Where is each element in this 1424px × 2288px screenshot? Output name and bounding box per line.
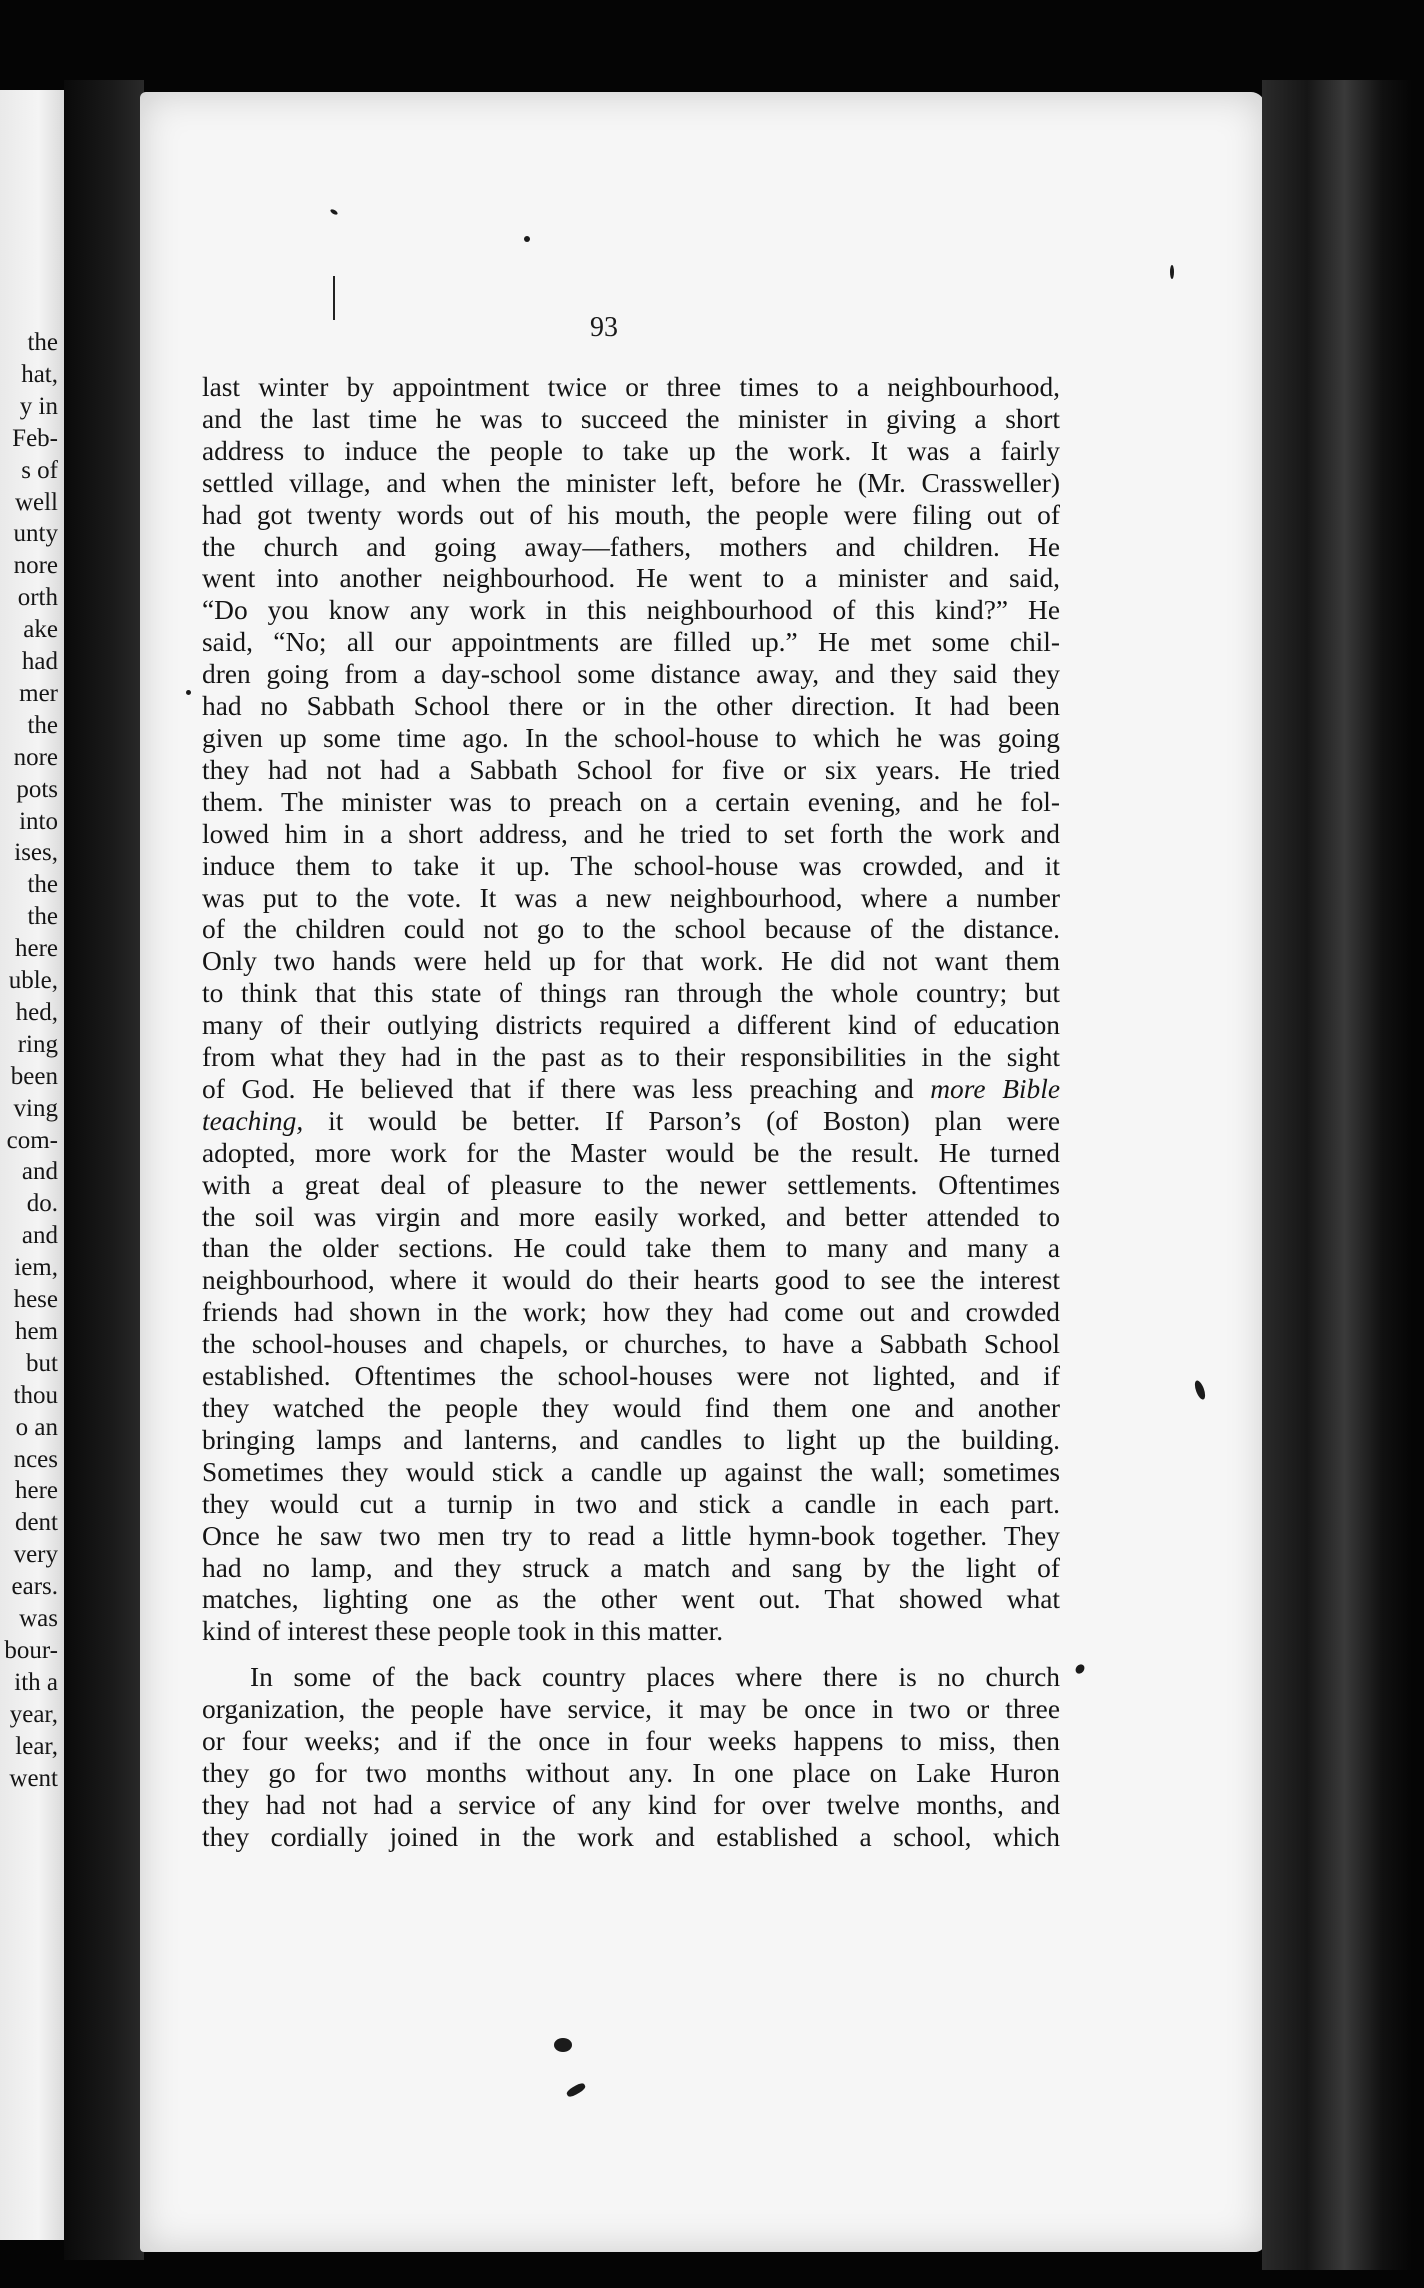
margin-fragment-line: was (19, 1605, 58, 1632)
margin-fragment-line: ises, (14, 839, 58, 867)
margin-fragment-line: orth (17, 584, 58, 612)
text-line: they cordially joined in the work and established a school, which (202, 1821, 1060, 1852)
margin-fragment-line: hese (13, 1286, 58, 1313)
text-line: Sometimes they would stick a candle up against the wall; sometimes (202, 1456, 1060, 1487)
text-line: In some of the back country places where there is no church (250, 1662, 1060, 1693)
scan-speck (1170, 265, 1174, 279)
text-line: organization, the people have service, it may be once in two or three (202, 1694, 1060, 1725)
text-line: dren going from a day-school some distance away, and they said they (202, 659, 1060, 690)
scan-speck (554, 2038, 572, 2052)
previous-page-fragment (0, 90, 64, 2240)
text-line: they had not had a Sabbath School for five or six years. He tried (202, 754, 1060, 785)
text-line: adopted, more work for the Master would be the result. He turned (202, 1137, 1060, 1168)
scan-speck (186, 690, 191, 695)
text-line: with a great deal of pleasure to the newer settlements. Oftentimes (202, 1169, 1060, 1200)
margin-fragment-line: had (21, 648, 58, 675)
margin-fragment-line: nces (13, 1445, 58, 1473)
text-line: Only two hands were held up for that work. He did not want them (202, 946, 1060, 977)
text-line (202, 1074, 1060, 1106)
margin-fragment-line: nore (13, 552, 58, 580)
text-line: last winter by appointment twice or three times to a neighbourhood, (202, 372, 1060, 402)
margin-fragment-line: pots (16, 775, 58, 803)
margin-fragment-line: ving (13, 1094, 58, 1122)
margin-fragment-line: here (14, 1477, 58, 1505)
text-line: had got twenty words out of his mouth, the people were filing out of (202, 499, 1060, 530)
margin-fragment-line: the (27, 903, 58, 931)
scan-mark (333, 276, 335, 320)
margin-fragment-line: ake (23, 616, 58, 644)
italic-run: teaching, (202, 1105, 304, 1136)
margin-fragment-line: but (26, 1349, 58, 1377)
body-text (202, 372, 1060, 1854)
margin-fragment-line: year, (9, 1700, 58, 1728)
text-line: friends had shown in the work; how they had come out and crowded (202, 1297, 1060, 1328)
margin-fragment-line: the (27, 871, 58, 899)
text-line: the soil was virgin and more easily worked, and better attended to (202, 1201, 1060, 1232)
text-line: Once he saw two men try to read a little hymn-book together. They (202, 1520, 1060, 1551)
text-line: and the last time he was to succeed the minister in giving a short (202, 403, 1060, 434)
page-edge-stack (1262, 80, 1412, 2270)
text-line (202, 1106, 1060, 1138)
text-line: many of their outlying districts required a different kind of education (202, 1010, 1060, 1041)
margin-fragment-line: o an (15, 1413, 58, 1441)
text-line: address to induce the people to take up the work. It was a fairly (202, 435, 1060, 466)
margin-fragment-line: hed, (15, 998, 58, 1026)
text-line: they would cut a turnip in two and stick a candle in each part. (202, 1488, 1060, 1519)
text-line: given up some time ago. In the school-house to which he was going (202, 722, 1060, 753)
margin-fragment-line: bour- (4, 1636, 58, 1664)
margin-fragment-line: been (10, 1062, 58, 1090)
paragraph-gap (202, 1648, 1060, 1662)
text-line: to think that this state of things ran through the whole country; but (202, 978, 1060, 1009)
text-line: the school-houses and chapels, or churches, to have a Sabbath School (202, 1329, 1060, 1360)
margin-fragment-line: mer (19, 679, 58, 707)
margin-fragment-line: well (14, 488, 58, 516)
text-line: was put to the vote. It was a new neighbourhood, where a number (202, 882, 1060, 913)
margin-fragment-line: nore (13, 743, 58, 771)
text-line: of the children could not go to the school because of the distance. (202, 914, 1060, 945)
text-line: settled village, and when the minister left, before he (Mr. Crassweller) (202, 467, 1060, 498)
margin-fragment-line: uble, (8, 967, 58, 994)
margin-fragment-line: hem (14, 1317, 58, 1345)
text-run: of God. He believed that if there was less preaching and (202, 1073, 931, 1104)
text-run: it would be better. If Parson’s (of Boston) plan were (303, 1105, 1060, 1136)
text-line: they watched the people they would find them one and another (202, 1393, 1060, 1423)
text-line: lowed him in a short address, and he tried to set forth the work and (202, 818, 1060, 849)
text-line: went into another neighbourhood. He went to a minister and said, (202, 563, 1060, 594)
text-line: than the older sections. He could take them to many and many a (202, 1233, 1060, 1264)
text-line: matches, lighting one as the other went out. That showed what (202, 1584, 1060, 1615)
text-line: established. Oftentimes the school-houses were not lighted, and if (202, 1361, 1060, 1392)
italic-run: more Bible (930, 1073, 1060, 1104)
margin-fragment-line: the (27, 329, 58, 356)
margin-fragment-line: went (9, 1764, 58, 1792)
text-line: them. The minister was to preach on a certain evening, and he fol- (202, 786, 1060, 817)
margin-fragment-line: s of (21, 456, 58, 484)
text-line: bringing lamps and lanterns, and candles to light up the building. (202, 1424, 1060, 1455)
margin-fragment-line: ears. (11, 1573, 58, 1601)
margin-fragment-line: do. (26, 1190, 58, 1218)
scan-speck (524, 236, 530, 242)
text-line: they had not had a service of any kind for over twelve months, and (202, 1789, 1060, 1820)
text-line: from what they had in the past as to their responsibilities in the sight (202, 1042, 1060, 1073)
margin-fragment-line: lear, (15, 1732, 58, 1760)
book-gutter (64, 80, 144, 2260)
page-number: 93 (590, 312, 618, 343)
text-line: kind of interest these people took in this matter. (202, 1616, 724, 1647)
text-line: they go for two months without any. In one place on Lake Huron (202, 1757, 1060, 1788)
margin-fragment-line: into (19, 807, 58, 835)
margin-fragment-line: iem, (14, 1254, 58, 1282)
text-line: had no lamp, and they struck a match and sang by the light of (202, 1552, 1060, 1583)
margin-fragment-line: Feb- (12, 424, 58, 452)
margin-fragment-line: and (21, 1158, 58, 1186)
margin-fragment-line: ith a (14, 1668, 58, 1696)
margin-fragment-line: y in (19, 392, 58, 420)
margin-fragment-line: hat, (21, 360, 58, 388)
margin-fragment-line: unty (13, 520, 58, 548)
margin-fragment-line: and (21, 1222, 58, 1250)
text-line: “Do you know any work in this neighbourhood of this kind?” He (202, 595, 1060, 626)
margin-fragment-line: thou (13, 1381, 58, 1409)
text-line: neighbourhood, where it would do their hearts good to see the interest (202, 1265, 1060, 1296)
text-line: the church and going away—fathers, mothers and children. He (202, 531, 1060, 562)
margin-fragment-line: here (14, 935, 58, 963)
margin-fragment-line: dent (14, 1509, 58, 1537)
margin-fragment-line: very (13, 1541, 58, 1569)
text-line: induce them to take it up. The school-house was crowded, and it (202, 850, 1060, 881)
margin-fragment-line: the (27, 711, 58, 739)
margin-fragment-line: com- (6, 1126, 58, 1154)
text-line: said, “No; all our appointments are filled up.” He met some chil- (202, 627, 1060, 658)
text-line: had no Sabbath School there or in the other direction. It had been (202, 691, 1060, 722)
text-line: or four weeks; and if the once in four weeks happens to miss, then (202, 1726, 1060, 1757)
margin-fragment-line: ring (17, 1030, 58, 1058)
